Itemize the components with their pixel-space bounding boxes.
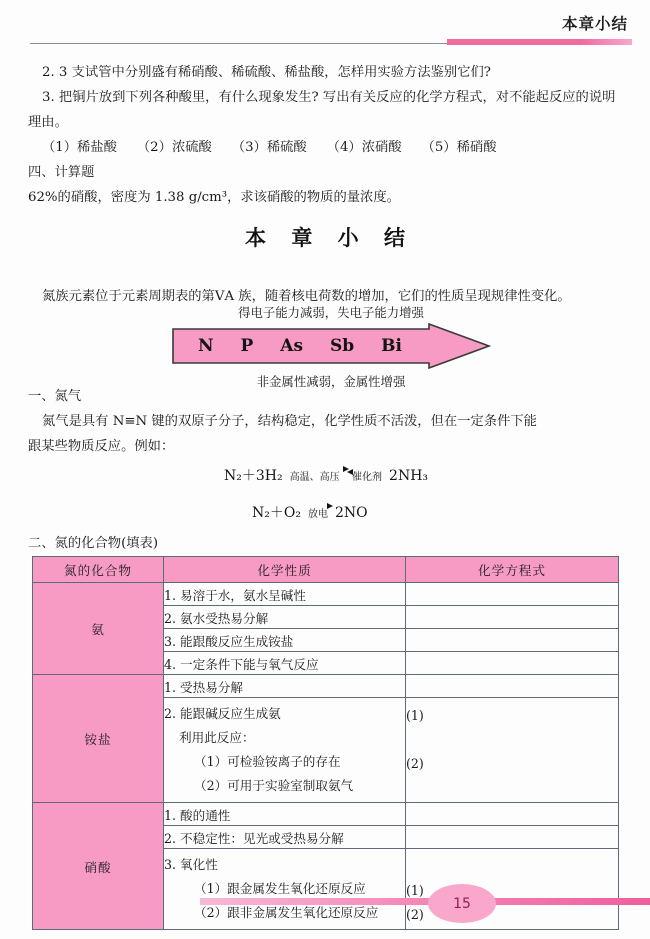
equation-1-reaction-arrow	[286, 468, 386, 484]
trend-caption-top: 得电子能力减弱，失电子能力增强	[238, 305, 424, 320]
equation-marker-b: (2)	[406, 756, 424, 771]
equation-marker-b: (2)	[406, 907, 424, 922]
table-cell-property: 3. 能跟酸反应生成铵盐	[164, 629, 406, 652]
table-category-ammonium-salt: 铵盐	[33, 675, 164, 803]
table-header-properties: 化学性质	[164, 557, 406, 583]
equation-2-condition-above: 放电	[307, 509, 328, 520]
trend-arrow-shape	[171, 323, 491, 369]
footer-pink-bar	[200, 898, 650, 905]
chapter-intro-paragraph: 氮族元素位于元素周期表的第ⅤA 族，随着核电荷数的增加，它们的性质呈现规律性变化。	[42, 289, 571, 304]
nitrogen-compounds-table	[32, 556, 619, 930]
table-cell-equation[interactable]	[406, 583, 619, 606]
running-header	[0, 12, 650, 58]
table-cell-equation[interactable]	[406, 606, 619, 629]
section-heading-nitrogen-compounds: 二、氮的化合物(填表)	[28, 536, 159, 551]
table-header-equations: 化学方程式	[406, 557, 619, 583]
exercise-question-3-line1: 3. 把铜片放到下列各种酸里，有什么现象发生? 写出有关反应的化学方程式，对不能起反应的说明	[42, 90, 616, 105]
equation-1-right: 2NH₃	[389, 468, 429, 484]
trend-element-4: Bi	[381, 336, 402, 356]
equation-marker-a: (1)	[406, 883, 424, 898]
table-cell-property-group	[164, 849, 406, 930]
table-cell-property: 2. 不稳定性：见光或受热易分解	[164, 826, 406, 849]
trend-element-3: Sb	[329, 336, 355, 356]
equation-marker-a: (1)	[406, 708, 424, 723]
table-cell-property-group	[164, 698, 406, 803]
trend-element-0: N	[197, 336, 214, 356]
table-cell-equation[interactable]	[406, 675, 619, 698]
property-sub-item-b: （2）可用于实验室制取氨气	[194, 778, 354, 793]
property-sub-intro: 利用此反应：	[179, 730, 255, 745]
table-cell-equation[interactable]	[406, 629, 619, 652]
equation-1-condition-below: 催化剂	[352, 472, 383, 483]
page-title: 本 章 小 结	[245, 226, 414, 250]
nitrogen-body-line2: 跟某些物质反应。例如：	[28, 439, 175, 454]
property-sub-item-a: （1）跟金属发生氧化还原反应	[194, 881, 366, 896]
nitrogen-compounds-table-wrapper	[32, 556, 618, 930]
table-cell-property: 2. 氨水受热易分解	[164, 606, 406, 629]
table-cell-equation-group[interactable]	[406, 698, 619, 803]
page-number: 15	[428, 884, 496, 923]
trend-element-list	[171, 323, 429, 369]
section-heading-four: 四、计算题	[28, 165, 95, 180]
table-row	[33, 583, 619, 606]
equation-ammonia-synthesis	[224, 465, 428, 485]
table-cell-property: 4. 一定条件下能与氧气反应	[164, 652, 406, 675]
property-sub-item-a: （1）可检验铵离子的存在	[194, 754, 341, 769]
table-row	[33, 675, 619, 698]
exercise-question-3-line2: 理由。	[28, 115, 68, 130]
periodic-trend-diagram	[171, 303, 491, 392]
property-sub-item-b: （2）跟非金属发生氧化还原反应	[194, 905, 379, 920]
exercise-question-4: 62%的硝酸，密度为 1.38 g/cm³，求该硝酸的物质的量浓度。	[28, 190, 400, 205]
exercise-acid-options: （1）稀盐酸 （2）浓硫酸 （3）稀硫酸 （4）浓硝酸 （5）稀硝酸	[42, 140, 497, 155]
table-cell-property: 1. 受热易分解	[164, 675, 406, 698]
equation-1-left: N₂＋3H₂	[224, 468, 283, 484]
table-cell-equation[interactable]	[406, 826, 619, 849]
table-category-nitric-acid: 硝酸	[33, 803, 164, 930]
table-cell-property: 1. 酸的通性	[164, 803, 406, 826]
header-title: 本章小结	[561, 15, 628, 33]
equation-2-reaction-arrow	[304, 505, 332, 521]
table-cell-equation[interactable]	[406, 652, 619, 675]
header-pink-bar	[447, 39, 632, 45]
table-cell-property: 1. 易溶于水，氨水呈碱性	[164, 583, 406, 606]
table-category-ammonia: 氨	[33, 583, 164, 675]
table-row	[33, 803, 619, 826]
property-main: 3. 氧化性	[164, 857, 218, 872]
equation-nitric-oxide	[252, 502, 368, 522]
table-header-compound: 氮的化合物	[33, 557, 164, 583]
trend-element-2: As	[280, 336, 304, 356]
table-cell-equation[interactable]	[406, 803, 619, 826]
equation-1-condition-above: 高温、高压	[289, 472, 340, 483]
trend-element-1: P	[240, 336, 254, 356]
equation-2-left: N₂＋O₂	[252, 505, 301, 521]
exercise-question-2: 2. 3 支试管中分别盛有稀硝酸、稀硫酸、稀盐酸，怎样用实验方法鉴别它们?	[42, 65, 491, 80]
property-main: 2. 能跟碱反应生成氨	[164, 706, 281, 721]
section-heading-nitrogen-gas: 一、氮气	[28, 389, 82, 404]
equation-2-right: 2NO	[334, 505, 368, 521]
table-header-row	[33, 557, 619, 583]
nitrogen-body-line1: 氮气是具有 N≡N 键的双原子分子，结构稳定，化学性质不活泼，但在一定条件下能	[42, 414, 537, 429]
trend-caption-bottom: 非金属性减弱，金属性增强	[256, 374, 406, 389]
